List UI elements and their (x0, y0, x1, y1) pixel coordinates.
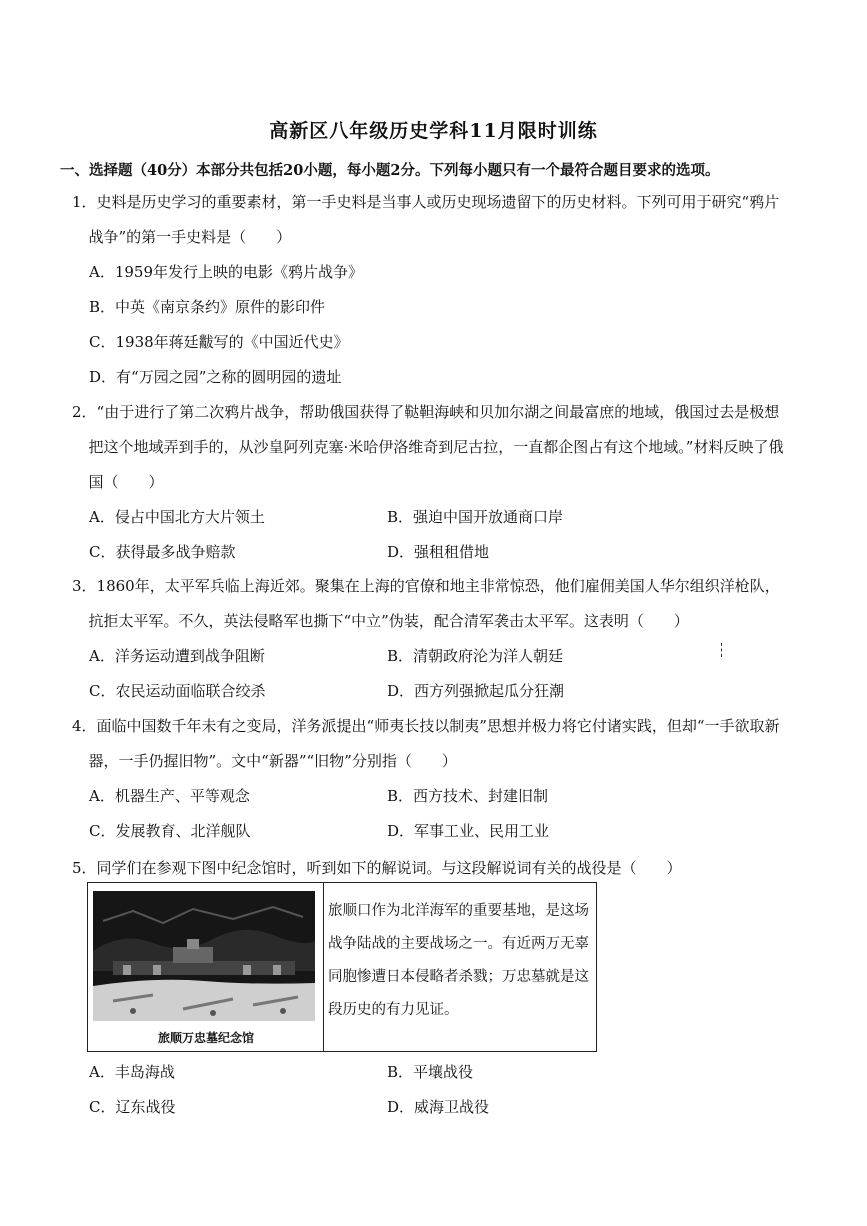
question-4-option-b[interactable]: B．西方技术、封建旧制 (387, 787, 549, 805)
question-1-option-b[interactable]: B．中英《南京条约》原件的影印件 (89, 298, 326, 316)
question-3-option-d[interactable]: D．西方列强掀起瓜分狂潮 (387, 682, 565, 700)
question-2-option-d[interactable]: D．强租租借地 (387, 543, 490, 561)
question-5-figure (87, 882, 597, 1052)
question-2-option-b[interactable]: B．强迫中国开放通商口岸 (387, 508, 564, 526)
question-5-stem: 5．同学们在参观下图中纪念馆时，听到如下的解说词。与这段解说词有关的战役是（ ） (72, 859, 682, 877)
figure-description: 旅顺口作为北洋海军的重要基地，是这场战争陆战的主要战场之一。有近两万无辜同胞惨遭日本侵略者杀戮；万忠墓就是这段历史的有力见证。 (328, 903, 589, 1018)
question-4-option-d[interactable]: D．军事工业、民用工业 (387, 822, 550, 840)
question-5-option-c[interactable]: C．辽东战役 (89, 1098, 176, 1116)
question-4-option-c[interactable]: C．发展教育、北洋舰队 (89, 822, 251, 840)
question-3-option-b[interactable]: B．清朝政府沦为洋人朝廷 (387, 647, 564, 665)
question-4-option-a[interactable]: A．机器生产、平等观念 (89, 787, 250, 805)
question-1-option-c[interactable]: C．1938年蒋廷黻写的《中国近代史》 (89, 333, 349, 351)
page-title: 高新区八年级历史学科11月限时训练 (269, 120, 598, 142)
question-3-option-c[interactable]: C．农民运动面临联合绞杀 (89, 682, 266, 700)
question-5-options (72, 1055, 792, 1125)
question-1-option-d[interactable]: D．有“万园之园”之称的圆明园的遗址 (89, 368, 342, 386)
photo-caption: 旅顺万忠墓纪念馆 (157, 1031, 254, 1045)
memorial-photo-drawing (93, 891, 315, 1021)
question-3 (72, 569, 792, 709)
question-5-option-a[interactable]: A．丰岛海战 (89, 1063, 175, 1081)
question-2-option-c[interactable]: C．获得最多战争赔款 (89, 543, 236, 561)
figure-photo-cell (88, 883, 324, 1051)
question-4 (72, 709, 792, 849)
scan-mark (721, 643, 724, 657)
question-2-stem: 2．“由于进行了第二次鸦片战争，帮助俄国获得了鞑靼海峡和贝加尔湖之间最富庶的地域，俄国过去是极想把这个地域弄到手的，从沙皇阿列克塞·米哈伊洛维奇到尼古拉，一直都企图占有这个地域。”材料反映了俄国（ ） (72, 403, 784, 491)
question-2 (72, 395, 792, 570)
memorial-photo (93, 891, 315, 1021)
question-1-option-a[interactable]: A．1959年发行上映的电影《鸦片战争》 (89, 263, 364, 281)
question-5-option-b[interactable]: B．平壤战役 (387, 1063, 474, 1081)
section-heading: 一、选择题（40分）本部分共包括20小题，每小题2分。下列每小题只有一个最符合题目要求的选项。 (60, 162, 720, 179)
question-4-stem: 4．面临中国数千年未有之变局，洋务派提出“师夷长技以制夷”思想并极力将它付诸实践，但却“一手欲取新器，一手仍握旧物”。文中“新器”“旧物”分别指（ ） (72, 717, 780, 770)
question-1 (72, 185, 792, 395)
question-1-stem: 1．史料是历史学习的重要素材，第一手史料是当事人或历史现场遗留下的历史材料。下列可用于研究“鸦片战争”的第一手史料是（ ） (72, 193, 780, 246)
question-3-stem: 3．1860年，太平军兵临上海近郊。聚集在上海的官僚和地主非常惊恐，他们雇佣美国人华尔组织洋枪队，抗拒太平军。不久，英法侵略军也撕下“中立”伪装，配合清军袭击太平军。这表明（ ） (72, 577, 780, 630)
question-2-option-a[interactable]: A．侵占中国北方大片领土 (89, 508, 265, 526)
question-5-option-d[interactable]: D．威海卫战役 (387, 1098, 490, 1116)
question-5 (72, 851, 792, 886)
question-3-option-a[interactable]: A．洋务运动遭到战争阻断 (89, 647, 265, 665)
